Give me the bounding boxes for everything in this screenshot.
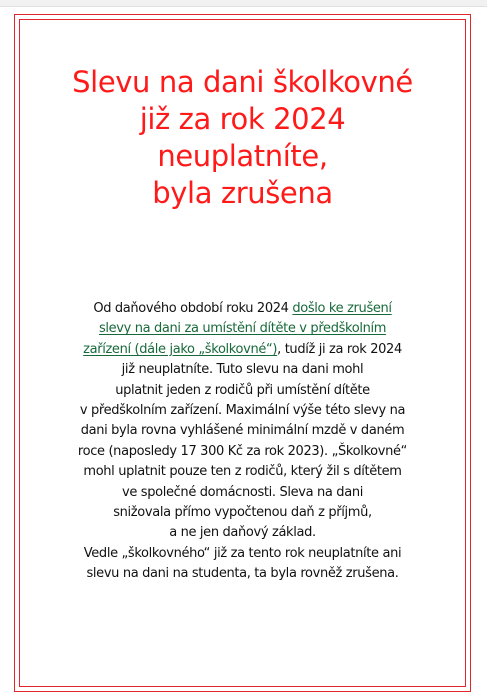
abolition-link-continued[interactable]: slevy na dani za umístění dítěte v předškolním [98, 321, 387, 337]
headline-line-3: neuplatníte, [157, 139, 328, 173]
abolition-link-end[interactable]: zařízení (dále jako „školkovné“) [83, 341, 278, 357]
body-intro-text: Od daňového období roku 2024 [93, 301, 293, 316]
body-line-2 [19, 319, 466, 339]
body-line-9: mohl uplatnit pouze ten z rodičů, který žil s dítětem [83, 464, 402, 480]
body-line-10: ve společné domácnosti. Sleva na dani [122, 484, 363, 500]
headline [19, 64, 466, 212]
body-line-7: dani byla rovna vyhlášené minimální mzdě v daném [80, 423, 405, 439]
body-line-5: uplatnit jeden z rodičů při umístění dítěte [115, 382, 370, 398]
headline-line-4: byla zrušena [152, 176, 333, 210]
body-line-3 [19, 340, 466, 360]
abolition-link[interactable]: došlo ke zrušení [292, 301, 392, 316]
body-line-11: snižovala přímo vypočtenou daň z příjmů, [113, 505, 372, 521]
body-line-6: v předškolním zařízení. Maximální výše této slevy na [79, 403, 406, 419]
body-line-1 [19, 299, 466, 319]
body-paragraph [19, 299, 466, 585]
top-divider [0, 0, 487, 7]
body-line-4: již neuplatníte. Tuto slevu na dani mohl [121, 362, 364, 378]
body-line-12: a ne jen daňový základ. [169, 525, 316, 541]
body-after-link-text: , tudíž ji za rok 2024 [277, 341, 402, 357]
headline-line-2: již za rok 2024 [139, 102, 346, 136]
body-line-8: roce (naposledy 17 300 Kč za rok 2023). „Školkovné“ [77, 443, 408, 459]
headline-line-1: Slevu na dani školkovné [72, 65, 413, 99]
body-line-13: Vedle „školkovného“ již za tento rok neuplatníte ani [83, 545, 402, 561]
body-line-14: slevu na dani na studenta, ta byla rovněž zrušena. [86, 566, 399, 582]
